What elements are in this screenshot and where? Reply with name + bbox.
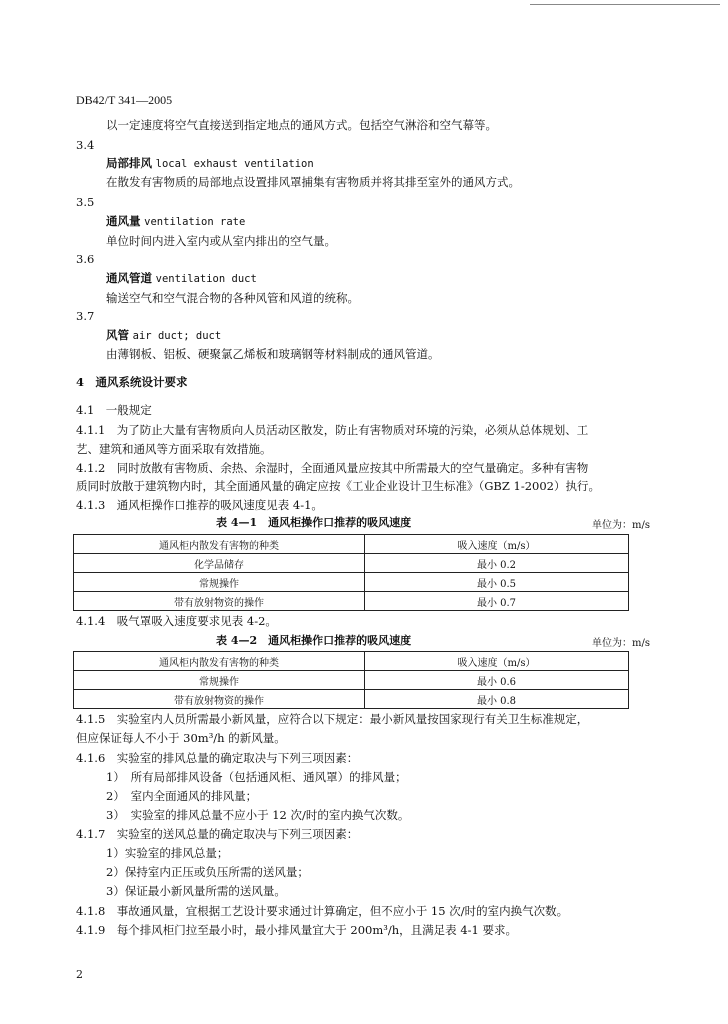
section-number: 3.6 bbox=[76, 252, 95, 266]
term-heading bbox=[106, 213, 245, 229]
intro-text: 以一定速度将空气直接送到指定地点的通风方式。包括空气淋浴和空气幕等。 bbox=[106, 118, 497, 132]
section-number: 3.5 bbox=[76, 195, 95, 209]
paragraph-line: 4.1.4 吸气罩吸入速度要求见表 4-2。 bbox=[76, 614, 277, 628]
paragraph-line: 艺、建筑和通风等方面采取有效措施。 bbox=[76, 442, 272, 456]
list-item: 2） 室内全面通风的排风量； bbox=[106, 789, 258, 803]
table-caption: 表 4—1 通风柜操作口推荐的吸风速度 bbox=[216, 516, 412, 529]
table-cell: 带有放射物资的操作 bbox=[74, 690, 365, 709]
table-row bbox=[74, 671, 629, 690]
table-cell: 最小 0.6 bbox=[365, 671, 629, 690]
table-cell: 最小 0.7 bbox=[365, 592, 629, 611]
table-header-cell: 吸入速度（m/s） bbox=[365, 652, 629, 671]
list-item: 1） 所有局部排风设备（包括通风柜、通风罩）的排风量； bbox=[106, 770, 407, 784]
term-en: ventilation duct bbox=[155, 273, 257, 285]
paragraph-line: 4.1.1 为了防止大量有害物质向人员活动区散发，防止有害物质对环境的污染，必须从总体规划、工 bbox=[76, 423, 589, 437]
table-row bbox=[74, 573, 629, 592]
paragraph-line: 4.1.2 同时放散有害物质、余热、余湿时，全面通风量应按其中所需最大的空气量确定。多种有害物 bbox=[76, 461, 589, 475]
table-row bbox=[74, 592, 629, 611]
list-item: 3） 实验室的排风总量不应小于 12 次/时的室内换气次数。 bbox=[106, 808, 410, 822]
table-header-cell: 通风柜内散发有害物的种类 bbox=[74, 535, 365, 554]
term-definition: 单位时间内进入室内或从室内排出的空气量。 bbox=[106, 234, 336, 248]
section-number: 3.4 bbox=[76, 138, 95, 152]
term-en: air duct; duct bbox=[132, 330, 222, 342]
list-item: 2）保持室内正压或负压所需的送风量； bbox=[106, 865, 309, 879]
term-definition: 由薄钢板、铝板、硬聚氯乙烯板和玻璃钢等材料制成的通风管道。 bbox=[106, 347, 440, 361]
term-heading bbox=[106, 270, 257, 286]
table-header-cell: 通风柜内散发有害物的种类 bbox=[74, 652, 365, 671]
term-cn: 风管 bbox=[106, 328, 129, 342]
section-number: 3.7 bbox=[76, 309, 95, 323]
paragraph-line: 但应保证每人不小于 30m³/h 的新风量。 bbox=[76, 731, 286, 745]
table-unit: 单位为：m/s bbox=[592, 520, 650, 531]
paragraph-line: 4.1.6 实验室的排风总量的确定取决与下列三项因素： bbox=[76, 751, 359, 765]
document-id: DB42/T 341—2005 bbox=[76, 93, 173, 107]
chapter-heading: 4 通风系统设计要求 bbox=[76, 375, 188, 389]
paragraph-line: 质同时放散于建筑物内时，其全面通风量的确定应按《工业企业设计卫生标准》（GBZ 1-2002）执行。 bbox=[76, 479, 600, 493]
term-en: ventilation rate bbox=[144, 216, 246, 228]
table-unit: 单位为：m/s bbox=[592, 638, 650, 649]
paragraph-line: 4.1.5 实验室内人员所需最小新风量，应符合以下规定：最小新风量按国家现行有关卫生标准规定， bbox=[76, 712, 589, 726]
table-cell: 最小 0.8 bbox=[365, 690, 629, 709]
list-item: 3）保证最小新风量所需的送风量。 bbox=[106, 884, 286, 898]
table-header-row bbox=[74, 535, 629, 554]
table-header-row bbox=[74, 652, 629, 671]
table-row bbox=[74, 554, 629, 573]
term-definition: 在散发有害物质的局部地点设置排风罩捕集有害物质并将其排至室外的通风方式。 bbox=[106, 175, 520, 189]
data-table bbox=[73, 534, 629, 611]
term-heading bbox=[106, 155, 314, 171]
table-cell: 常规操作 bbox=[74, 573, 365, 592]
table-caption: 表 4—2 通风柜操作口推荐的吸风速度 bbox=[216, 634, 412, 647]
paragraph-line: 4.1.3 通风柜操作口推荐的吸风速度见表 4-1。 bbox=[76, 498, 323, 512]
paragraph-line: 4.1.7 实验室的送风总量的确定取决与下列三项因素： bbox=[76, 827, 359, 841]
section-heading: 4.1 一般规定 bbox=[76, 403, 152, 417]
top-rule bbox=[530, 4, 720, 5]
term-cn: 局部排风 bbox=[106, 156, 152, 170]
table-cell: 化学品储存 bbox=[74, 554, 365, 573]
table-cell: 带有放射物资的操作 bbox=[74, 592, 365, 611]
table-cell: 常规操作 bbox=[74, 671, 365, 690]
term-cn: 通风管道 bbox=[106, 271, 152, 285]
table-row bbox=[74, 690, 629, 709]
term-en: local exhaust ventilation bbox=[155, 158, 314, 170]
term-cn: 通风量 bbox=[106, 214, 141, 228]
page-number: 2 bbox=[76, 968, 83, 981]
list-item: 1）实验室的排风总量； bbox=[106, 846, 229, 860]
table-header-cell: 吸入速度（m/s） bbox=[365, 535, 629, 554]
paragraph-line: 4.1.8 事故通风量，宜根据工艺设计要求通过计算确定，但不应小于 15 次/时的室内换气次数。 bbox=[76, 904, 569, 918]
table-cell: 最小 0.2 bbox=[365, 554, 629, 573]
term-heading bbox=[106, 327, 221, 343]
table-cell: 最小 0.5 bbox=[365, 573, 629, 592]
paragraph-line: 4.1.9 每个排风柜门拉至最小时，最小排风量宜大于 200m³/h，且满足表 4-1 要求。 bbox=[76, 923, 517, 937]
term-definition: 输送空气和空气混合物的各种风管和风道的统称。 bbox=[106, 291, 359, 305]
data-table bbox=[73, 651, 629, 709]
